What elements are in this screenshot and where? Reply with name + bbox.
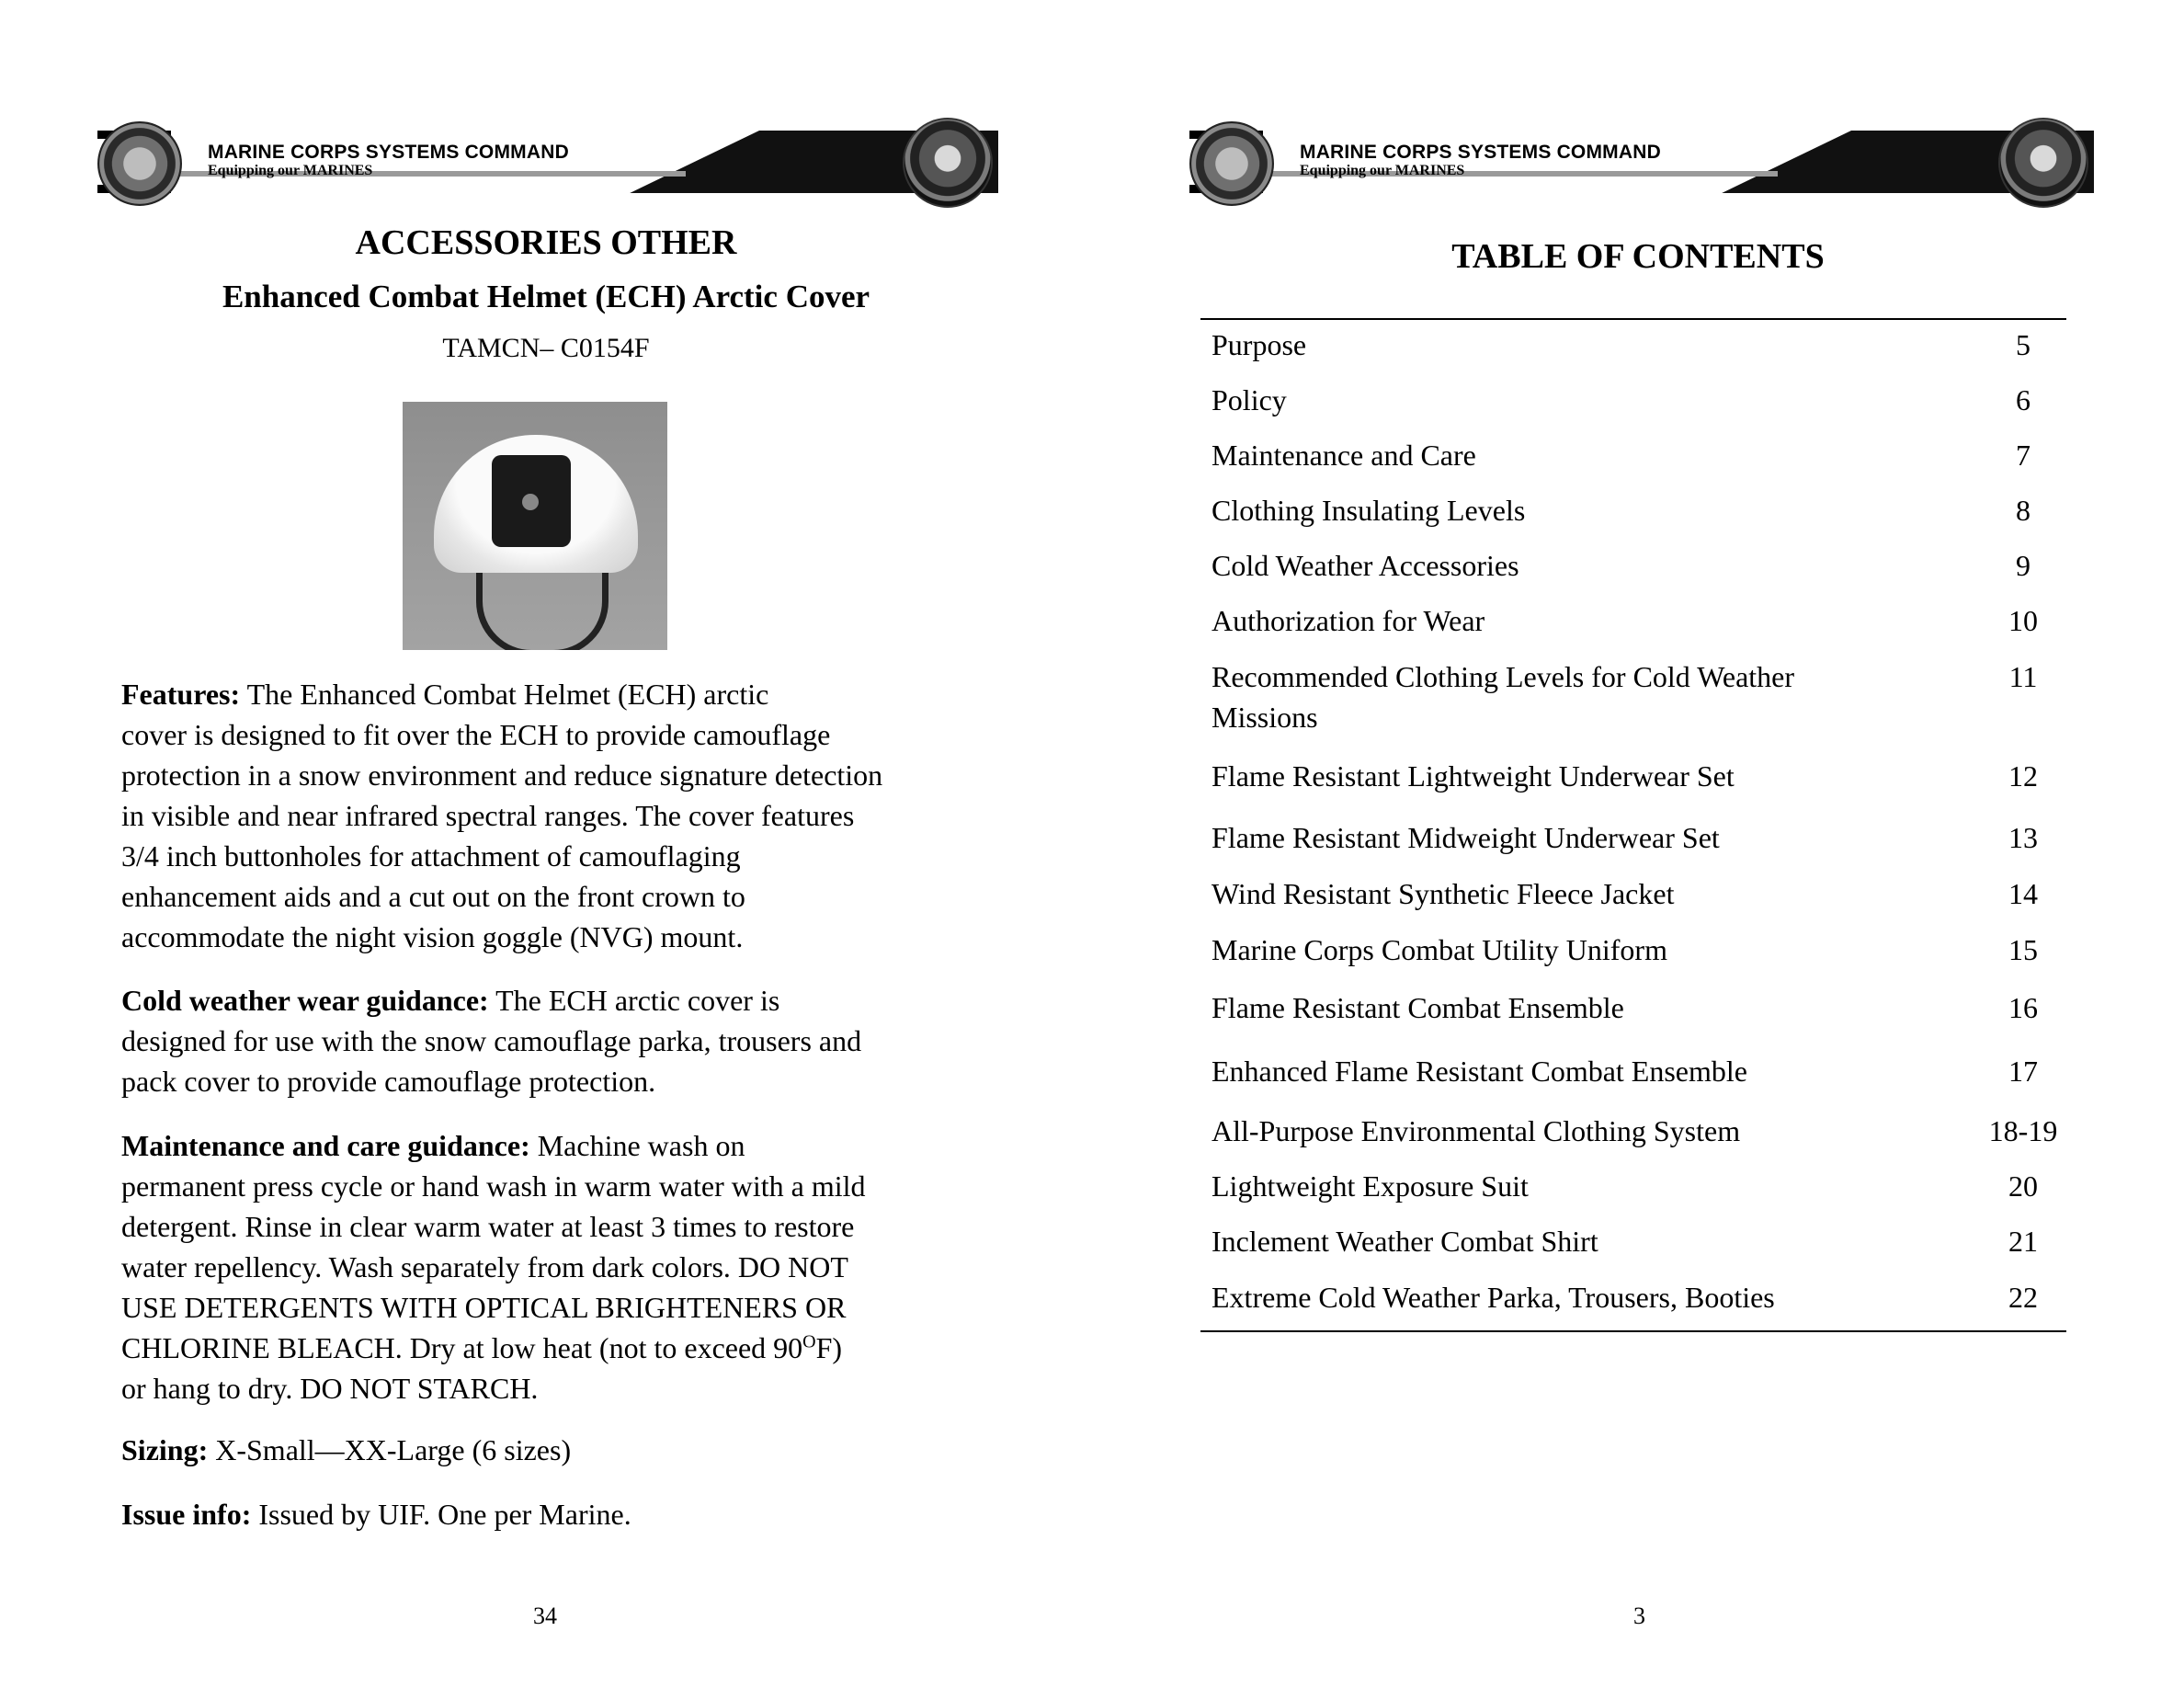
toc-entry-page: 13 [2008,821,2038,854]
toc-entry-title: Cold Weather Accessories [1211,549,1519,582]
toc-entry-page: 17 [2008,1055,2038,1088]
header-banner [1189,127,2094,197]
header-banner [97,127,998,197]
issue-label: Issue info: [121,1498,252,1531]
text-line: protection in a snow environment and reduce signature detection [121,758,883,792]
toc-entry-title-line: Missions [1211,701,1318,734]
toc-entry-title: Wind Resistant Synthetic Fleece Jacket [1211,877,1675,910]
marine-corps-seal-icon [97,121,182,206]
toc-entry-title: Purpose [1211,328,1307,361]
text-line: designed for use with the snow camouflage parka, trousers and [121,1024,862,1057]
toc-entry-title: Enhanced Flame Resistant Combat Ensemble [1211,1055,1747,1088]
toc-entry-title: Flame Resistant Midweight Underwear Set [1211,821,1720,854]
toc-entry-title: Inclement Weather Combat Shirt [1211,1225,1598,1258]
toc-entry-title: Flame Resistant Combat Ensemble [1211,991,1624,1024]
toc-entry-title: Flame Resistant Lightweight Underwear Set [1211,759,1735,793]
toc-entry-page: 7 [2016,439,2030,472]
banner-subtitle: Equipping our MARINES [208,163,373,178]
text-line: USE DETERGENTS WITH OPTICAL BRIGHTENERS OR [121,1291,847,1324]
tamcn-code: TAMCN– C0154F [442,333,650,363]
toc-entry-title: Policy [1211,383,1287,416]
toc-entry-title: Maintenance and Care [1211,439,1476,472]
sizing-label: Sizing: [121,1433,209,1466]
nvg-mount-screw [522,494,539,510]
text-line: The Enhanced Combat Helmet (ECH) arctic [240,678,769,711]
text-line: permanent press cycle or hand wash in warm water with a mild [121,1169,866,1203]
sizing-paragraph [121,1430,985,1470]
toc-entry-title: Clothing Insulating Levels [1211,494,1526,527]
cold-weather-paragraph [121,980,985,1101]
text-line: The ECH arctic cover is [488,984,780,1017]
text-line: water repellency. Wash separately from dark colors. DO NOT [121,1250,848,1283]
issue-value: Issued by UIF. One per Marine. [251,1498,631,1531]
toc-entry-page: 10 [2008,604,2038,637]
degree-superscript: O [802,1331,816,1352]
toc-entry-page: 21 [2008,1225,2038,1258]
systems-command-emblem-icon [1998,118,2088,208]
marine-corps-seal-icon [1189,121,1274,206]
maintenance-label: Maintenance and care guidance: [121,1129,530,1162]
toc-entry-page: 12 [2008,759,2038,793]
text-line: 3/4 inch buttonholes for attachment of camouflaging [121,839,741,873]
issue-paragraph [121,1494,985,1534]
item-title: Enhanced Combat Helmet (ECH) Arctic Cover [222,279,870,314]
banner-title: MARINE CORPS SYSTEMS COMMAND [1300,142,1661,163]
page-number: 3 [1633,1602,1645,1629]
toc-entry-page: 18-19 [1988,1114,2058,1147]
toc-top-rule [1200,318,2066,320]
toc-entry-page: 14 [2008,877,2038,910]
toc-entry-title: Lightweight Exposure Suit [1211,1169,1529,1203]
toc-entry-title: Extreme Cold Weather Parka, Trousers, Booties [1211,1281,1775,1314]
toc-entry-page: 8 [2016,494,2030,527]
toc-entry-title-line: Recommended Clothing Levels for Cold Weather [1211,660,1795,693]
toc-bottom-rule [1200,1330,2066,1332]
toc-title: TABLE OF CONTENTS [1451,237,1825,276]
page-number: 34 [533,1602,557,1629]
text-line: pack cover to provide camouflage protection. [121,1065,656,1098]
helmet-cover-photo [403,402,667,650]
toc-entry-title: Authorization for Wear [1211,604,1485,637]
toc-entry-page: 22 [2008,1281,2038,1314]
toc-entry-page: 9 [2016,549,2030,582]
maintenance-paragraph [121,1125,985,1409]
cold-weather-label: Cold weather wear guidance: [121,984,489,1017]
features-label: Features: [121,678,241,711]
text-line: F) [815,1331,843,1364]
toc-entry-title [1211,656,1910,737]
systems-command-emblem-icon [903,118,993,208]
text-line: CHLORINE BLEACH. Dry at low heat (not to exceed 90 [121,1331,803,1364]
text-line: detergent. Rinse in clear warm water at least 3 times to restore [121,1210,855,1243]
text-line: enhancement aids and a cut out on the front crown to [121,880,745,913]
text-line: cover is designed to fit over the ECH to provide camouflage [121,718,831,751]
features-paragraph [121,674,985,957]
toc-entry-page: 6 [2016,383,2030,416]
banner-title: MARINE CORPS SYSTEMS COMMAND [208,142,569,163]
toc-entry-page: 5 [2016,328,2030,361]
toc-entry-page: 20 [2008,1169,2038,1203]
toc-entry-title: All-Purpose Environmental Clothing System [1211,1114,1741,1147]
sizing-value: X-Small—XX-Large (6 sizes) [208,1433,572,1466]
text-line: or hang to dry. DO NOT STARCH. [121,1372,539,1405]
right-page [1092,0,2184,1688]
banner-subtitle: Equipping our MARINES [1300,163,1465,178]
section-title: ACCESSORIES OTHER [355,223,737,262]
text-line: Machine wash on [529,1129,745,1162]
toc-entry-page: 16 [2008,991,2038,1024]
text-line: accommodate the night vision goggle (NVG) mount. [121,920,744,953]
toc-entry-page: 11 [2008,660,2038,693]
helmet-straps [476,567,609,650]
text-line: in visible and near infrared spectral ranges. The cover features [121,799,855,832]
toc-entry-page: 15 [2008,933,2038,966]
toc-entry-title: Marine Corps Combat Utility Uniform [1211,933,1667,966]
